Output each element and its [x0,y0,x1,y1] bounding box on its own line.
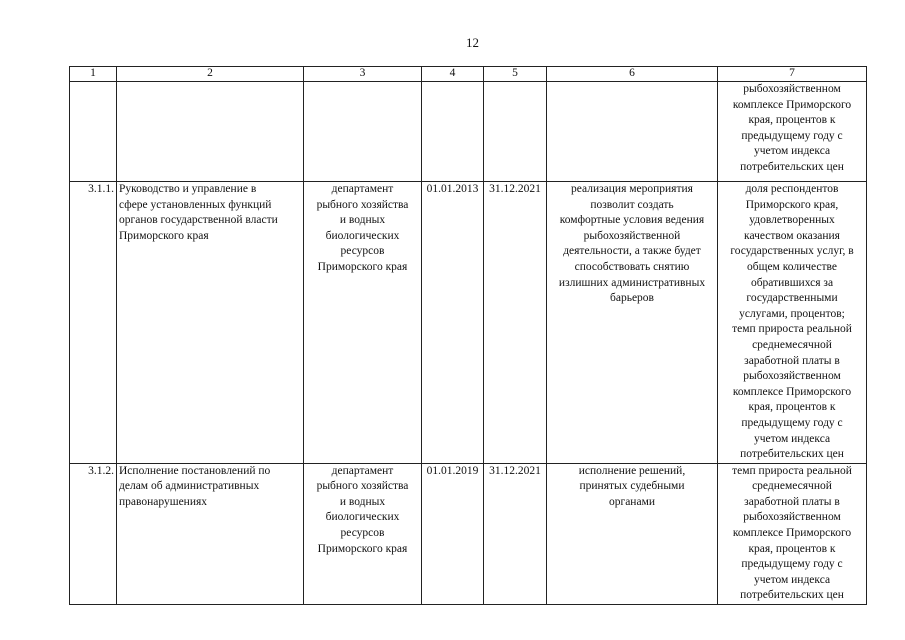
start-date: 01.01.2019 [422,463,484,604]
start-date [422,82,484,182]
table-row [70,463,867,604]
activity-name: Руководство и управление в сфере установленных функций органов государственной власти Приморского края [117,182,304,464]
column-header: 2 [117,67,304,82]
column-header: 3 [304,67,422,82]
column-number-row [70,67,867,82]
row-number: 3.1.1. [70,182,117,464]
indicator: доля респондентов Приморского края, удовлетворенных качеством оказания государственных услуг, в общем количестве обратившихся за государственными услугами, процентов; темп прироста реальной среднемесячной заработной платы в рыбохозяйственном комплексе Приморского края, процентов к предыдущему году с учетом индекса потребительских цен [718,182,867,464]
start-date: 01.01.2013 [422,182,484,464]
executor: департамент рыбного хозяйства и водных биологических ресурсов Приморского края [304,463,422,604]
table-row [70,182,867,464]
column-header: 1 [70,67,117,82]
indicator: темп прироста реальной среднемесячной заработной платы в рыбохозяйственном комплексе Приморского края, процентов к предыдущему году с учетом индекса потребительских цен [718,463,867,604]
indicator: рыбохозяйственном комплексе Приморского края, процентов к предыдущему году с учетом индекса потребительских цен [718,82,867,182]
program-table [69,66,867,605]
row-number: 3.1.2. [70,463,117,604]
expected-result: исполнение решений, принятых судебными органами [547,463,718,604]
row-number [70,82,117,182]
executor [304,82,422,182]
page-number: 12 [466,35,479,50]
end-date: 31.12.2021 [484,463,547,604]
activity-name: Исполнение постановлений по делам об административных правонарушениях [117,463,304,604]
expected-result: реализация мероприятия позволит создать комфортные условия ведения рыбохозяйственной деятельности, а также будет способствовать снятию излишних административных барьеров [547,182,718,464]
expected-result [547,82,718,182]
column-header: 5 [484,67,547,82]
column-header: 4 [422,67,484,82]
column-header: 7 [718,67,867,82]
table-row [70,82,867,182]
activity-name [117,82,304,182]
end-date: 31.12.2021 [484,182,547,464]
end-date [484,82,547,182]
column-header: 6 [547,67,718,82]
executor: департамент рыбного хозяйства и водных биологических ресурсов Приморского края [304,182,422,464]
